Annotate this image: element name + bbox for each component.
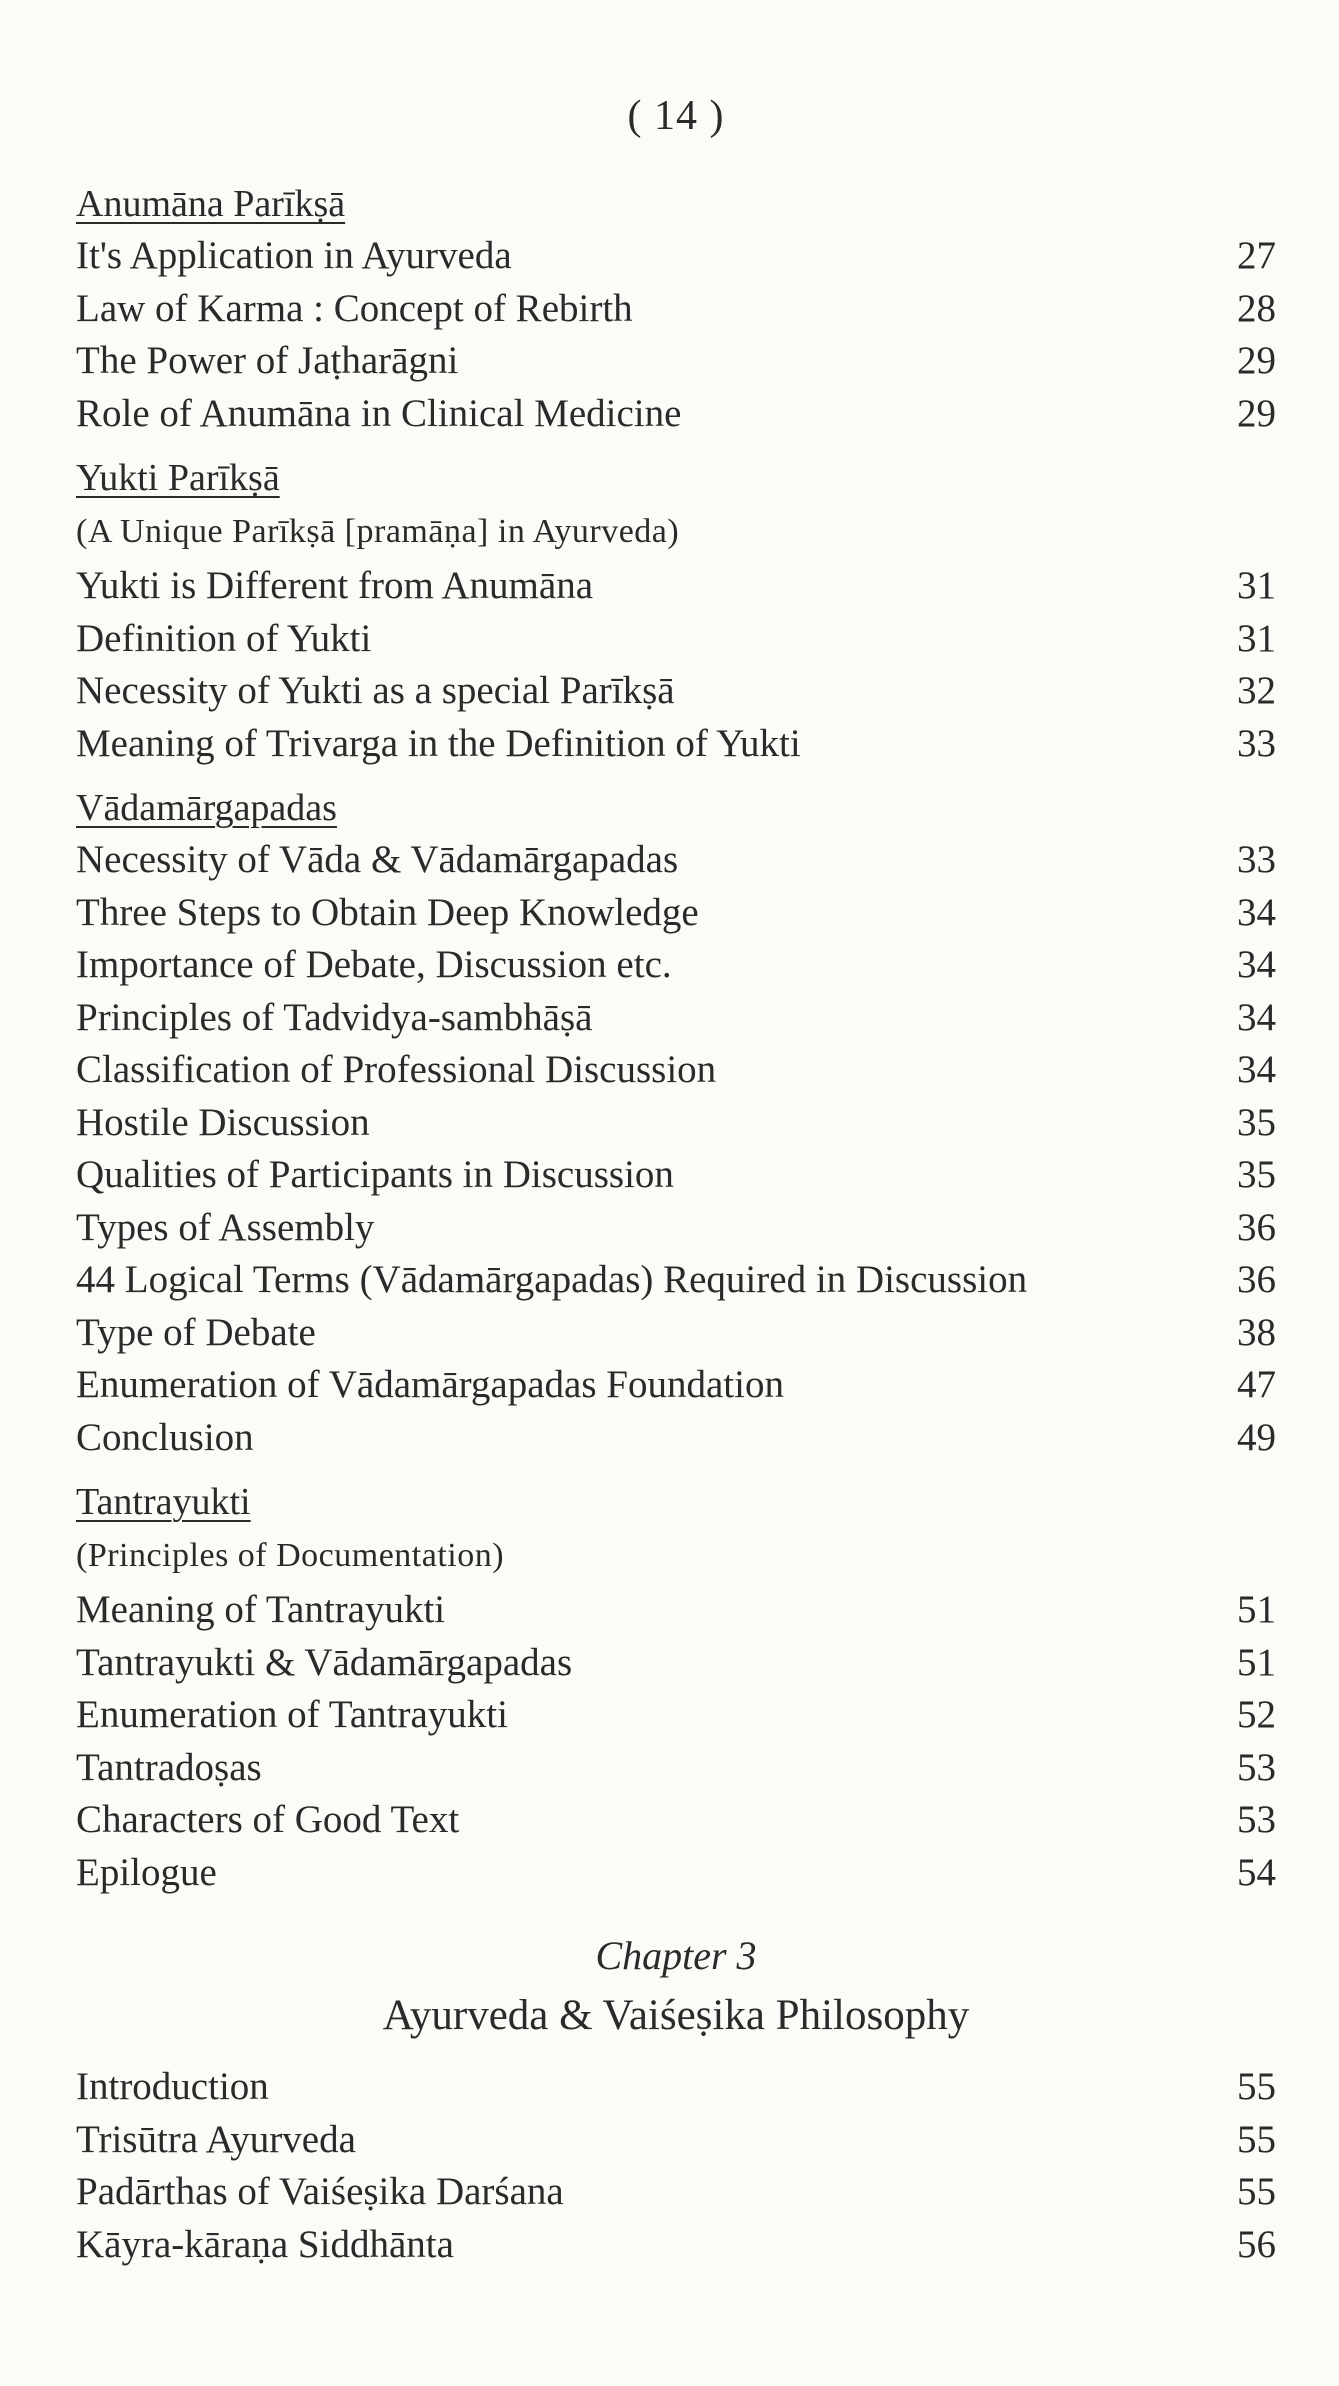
entry-title: Introduction	[76, 2065, 269, 2108]
entry-page-number: 31	[1237, 616, 1276, 660]
entry-page-number: 33	[1237, 721, 1276, 765]
entry-title: Three Steps to Obtain Deep Knowledge	[76, 890, 699, 934]
entry-page-number: 29	[1237, 391, 1276, 435]
toc-entry	[76, 335, 1276, 388]
toc-section	[76, 452, 1276, 770]
entry-page-number: 56	[1237, 2222, 1276, 2266]
entry-title: Principles of Tadvidya-sambhāṣā	[76, 995, 593, 1039]
toc-entry	[76, 283, 1276, 336]
chapter-label: Chapter 3	[595, 1933, 757, 1978]
toc-entry	[76, 1637, 1276, 1690]
entry-title: Enumeration of Tantrayukti	[76, 1693, 508, 1736]
entry-title: Tantrayukti & Vādamārgapadas	[76, 1640, 573, 1684]
section-heading: Tantrayukti	[76, 1481, 251, 1523]
entry-title: Trisūtra Ayurveda	[76, 2117, 356, 2161]
entry-page-number: 36	[1237, 1258, 1276, 1301]
toc-section	[76, 782, 1276, 1464]
entry-page-number: 35	[1237, 1153, 1276, 1196]
entry-page-number: 55	[1237, 2117, 1276, 2161]
toc-entry	[76, 887, 1276, 940]
entry-title: Law of Karma : Concept of Rebirth	[76, 286, 633, 330]
entry-title: Necessity of Vāda & Vādamārgapadas	[76, 838, 679, 881]
section-heading: Anumāna Parīkṣā	[76, 183, 346, 225]
toc-entry	[76, 2114, 1276, 2167]
toc-entry	[76, 665, 1276, 718]
section-heading: Vādamārgapadas	[76, 787, 337, 829]
chapter-header	[76, 1927, 1276, 2047]
toc-entry	[76, 1044, 1276, 1097]
entry-title: Role of Anumāna in Clinical Medicine	[76, 391, 682, 435]
entry-page-number: 32	[1237, 669, 1276, 712]
entry-title: Types of Assembly	[76, 1205, 375, 1249]
toc-entry	[76, 992, 1276, 1045]
entry-page-number: 35	[1237, 1100, 1276, 1144]
entry-title: Necessity of Yukti as a special Parīkṣā	[76, 669, 675, 712]
toc-entry	[76, 939, 1276, 992]
entry-title: Kāyra-kāraṇa Siddhānta	[76, 2222, 454, 2266]
chapter-entries	[76, 2061, 1276, 2271]
entry-page-number: 51	[1237, 1640, 1276, 1684]
entry-title: Enumeration of Vādamārgapadas Foundation	[76, 1363, 784, 1406]
toc-section	[76, 1476, 1276, 1899]
entry-page-number: 51	[1237, 1588, 1276, 1631]
toc-entry	[76, 2166, 1276, 2219]
entry-title: Padārthas of Vaiśeṣika Darśana	[76, 2170, 564, 2213]
toc-entry	[76, 1584, 1276, 1637]
toc-section	[76, 178, 1276, 440]
entry-page-number: 34	[1237, 995, 1276, 1039]
entry-page-number: 34	[1237, 1048, 1276, 1091]
toc-entry	[76, 230, 1276, 283]
entry-page-number: 38	[1237, 1310, 1276, 1354]
entry-page-number: 36	[1237, 1205, 1276, 1249]
entry-page-number: 53	[1237, 1798, 1276, 1841]
toc-entry	[76, 1254, 1276, 1307]
entry-title: Yukti is Different from Anumāna	[76, 564, 594, 607]
toc-entry	[76, 1742, 1276, 1795]
entry-page-number: 55	[1237, 2065, 1276, 2108]
entry-page-number: 52	[1237, 1693, 1276, 1736]
toc-entry	[76, 2061, 1276, 2114]
entry-page-number: 49	[1237, 1415, 1276, 1459]
entry-page-number: 54	[1237, 1850, 1276, 1894]
entry-title: Tantradoṣas	[76, 1745, 262, 1789]
entry-title: The Power of Jaṭharāgni	[76, 339, 459, 382]
entry-page-number: 29	[1237, 339, 1276, 382]
table-of-contents-page	[76, 92, 1276, 2271]
entry-page-number: 53	[1237, 1745, 1276, 1789]
toc-entry	[76, 560, 1276, 613]
entry-page-number: 33	[1237, 838, 1276, 881]
entry-title: Definition of Yukti	[76, 616, 372, 660]
toc-entry	[76, 1794, 1276, 1847]
toc-entry	[76, 834, 1276, 887]
entry-title: Type of Debate	[76, 1310, 316, 1354]
section-heading: Yukti Parīkṣā	[76, 457, 280, 499]
entry-title: Characters of Good Text	[76, 1798, 460, 1841]
toc-entry	[76, 1307, 1276, 1360]
entry-title: Classification of Professional Discussion	[76, 1048, 717, 1091]
toc-entry	[76, 613, 1276, 666]
entry-title: Epilogue	[76, 1850, 217, 1894]
entry-title: Importance of Debate, Discussion etc.	[76, 943, 672, 986]
entry-page-number: 47	[1237, 1363, 1276, 1406]
toc-entry	[76, 1149, 1276, 1202]
toc-entry	[76, 1847, 1276, 1900]
chapter-title: Ayurveda & Vaiśeṣika Philosophy	[382, 1992, 970, 2039]
toc-entry	[76, 718, 1276, 771]
section-subheading: (A Unique Parīkṣā [pramāṇa] in Ayurveda)	[76, 513, 680, 550]
toc-entry	[76, 1412, 1276, 1465]
section-subheading: (Principles of Documentation)	[76, 1537, 505, 1574]
entry-title: It's Application in Ayurveda	[76, 234, 512, 277]
toc-entry	[76, 2219, 1276, 2272]
entry-title: Hostile Discussion	[76, 1100, 370, 1144]
page-number: ( 14 )	[627, 93, 725, 139]
entry-page-number: 28	[1237, 286, 1276, 330]
toc-entry	[76, 388, 1276, 441]
entry-page-number: 27	[1237, 234, 1276, 277]
entry-title: Meaning of Tantrayukti	[76, 1588, 446, 1631]
entry-page-number: 34	[1237, 890, 1276, 934]
entry-page-number: 31	[1237, 564, 1276, 607]
toc-entry	[76, 1689, 1276, 1742]
entry-title: 44 Logical Terms (Vādamārgapadas) Required in Discussion	[76, 1258, 1028, 1301]
entry-title: Qualities of Participants in Discussion	[76, 1153, 674, 1196]
entry-title: Conclusion	[76, 1415, 254, 1459]
toc-entry	[76, 1097, 1276, 1150]
toc-entry	[76, 1359, 1276, 1412]
entry-page-number: 34	[1237, 943, 1276, 986]
entry-page-number: 55	[1237, 2170, 1276, 2213]
entry-title: Meaning of Trivarga in the Definition of Yukti	[76, 721, 801, 765]
toc-entry	[76, 1202, 1276, 1255]
